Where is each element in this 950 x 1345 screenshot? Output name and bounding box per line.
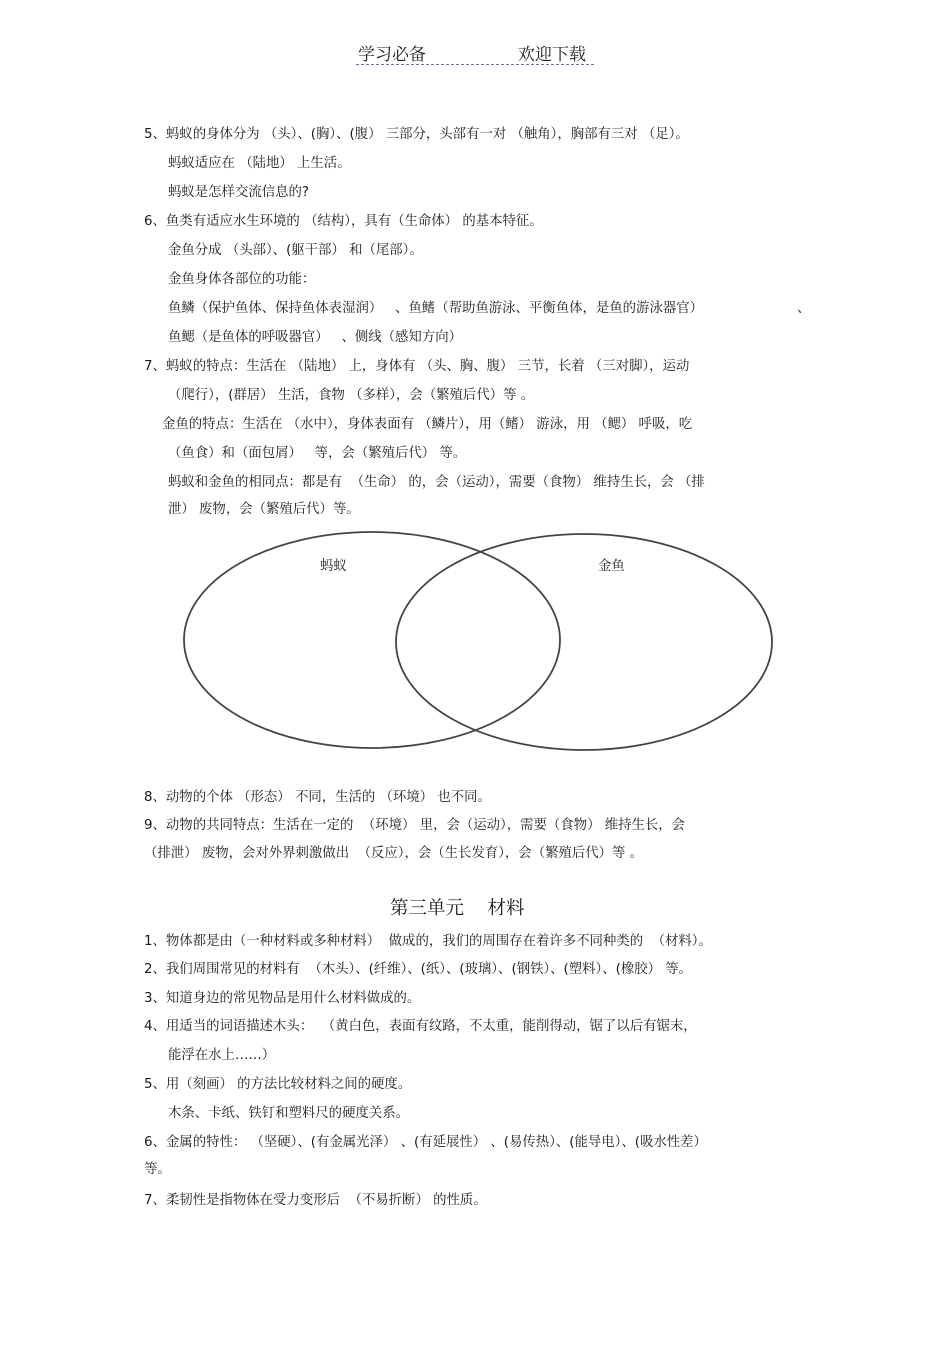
text-line: 泄） 废物，会（繁殖后代）等。 — [168, 502, 360, 517]
text-line: （爬行），(群居） 生活，食物 （多样），会（繁殖后代）等 。 — [168, 388, 535, 403]
text-line: 能浮在水上……） — [168, 1048, 276, 1063]
text-line: 、 — [797, 301, 811, 316]
text-line: 3、知道身边的常见物品是用什么材料做成的。 — [144, 991, 421, 1006]
text-line: 鱼鳃（是鱼体的呼吸器官） 、侧线（感知方向） — [168, 330, 462, 345]
text-line: 蚂蚁和金鱼的相同点：都是有 （生命） 的，会（运动），需要（食物） 维持生长，会 （排 — [168, 475, 705, 490]
text-line: 2、我们周围常见的材料有 （木头）、(纤维）、(纸）、(玻璃）、(钢铁）、(塑料）、(橡胶） 等。 — [144, 962, 693, 977]
text-line: 5、用（刻画） 的方法比较材料之间的硬度。 — [144, 1077, 412, 1092]
text-line: 鱼鳞（保护鱼体、保持鱼体表湿润） 、鱼鳍（帮助鱼游泳、平衡鱼体，是鱼的游泳器官） — [168, 301, 704, 316]
venn-left-label: 蚂蚁 — [320, 559, 347, 574]
text-line: 7、蚂蚁的特点：生活在 （陆地） 上，身体有 （头、胸、腹） 三节，长着 （三对脚），运动 — [144, 359, 690, 374]
text-line: 金鱼的特点：生活在 （水中），身体表面有 （鳞片），用（鳍） 游泳，用 （鳃） 呼吸，吃 — [162, 417, 693, 432]
text-line: 金鱼分成 （头部）、(躯干部） 和（尾部）。 — [168, 243, 423, 258]
text-line: 6、鱼类有适应水生环境的 （结构），具有（生命体） 的基本特征。 — [144, 214, 543, 229]
venn-right-ellipse — [396, 534, 772, 750]
section-title: 第三单元 材料 — [390, 898, 525, 919]
venn-diagram — [180, 528, 780, 756]
text-line: （排泄） 废物，会对外界刺激做出 （反应），会（生长发育），会（繁殖后代）等 。 — [144, 846, 644, 861]
text-line: 木条、卡纸、铁钉和塑料尺的硬度关系。 — [168, 1106, 410, 1121]
text-line: 蚂蚁适应在 （陆地） 上生活。 — [168, 156, 351, 171]
text-line: 1、物体都是由（一种材料或多种材料） 做成的，我们的周围存在着许多不同种类的 （材料）。 — [144, 934, 712, 949]
text-line: 蚂蚁是怎样交流信息的? — [168, 185, 310, 200]
text-line: 4、用适当的词语描述木头： （黄白色，表面有纹路，不太重，能削得动，锯了以后有锯末， — [144, 1019, 697, 1034]
header-right-text: 欢迎下载 — [518, 45, 586, 65]
venn-svg — [180, 528, 780, 756]
text-line: 9、动物的共同特点：生活在一定的 （环境） 里，会（运动），需要（食物） 维持生长，会 — [144, 818, 686, 833]
text-line: 5、蚂蚁的身体分为 （头）、(胸）、(腹） 三部分，头部有一对 （触角），胸部有三对 （足）。 — [144, 127, 689, 142]
text-line: 7、柔韧性是指物体在受力变形后 （不易折断） 的性质。 — [144, 1193, 487, 1208]
text-line: 等。 — [144, 1162, 171, 1177]
text-line: （鱼食）和（面包屑） 等，会（繁殖后代） 等。 — [168, 446, 467, 461]
venn-right-label: 金鱼 — [598, 559, 625, 574]
text-line: 6、金属的特性： （坚硬）、(有金属光泽） 、(有延展性） 、(易传热）、(能导电）、(吸水性差） — [144, 1135, 707, 1150]
text-line: 金鱼身体各部位的功能： — [168, 272, 316, 287]
header-left-text: 学习必备 — [358, 45, 426, 65]
venn-left-ellipse — [184, 532, 560, 748]
header-dashed-rule — [356, 64, 594, 65]
text-line: 8、动物的个体 （形态） 不同，生活的 （环境） 也不同。 — [144, 790, 491, 805]
